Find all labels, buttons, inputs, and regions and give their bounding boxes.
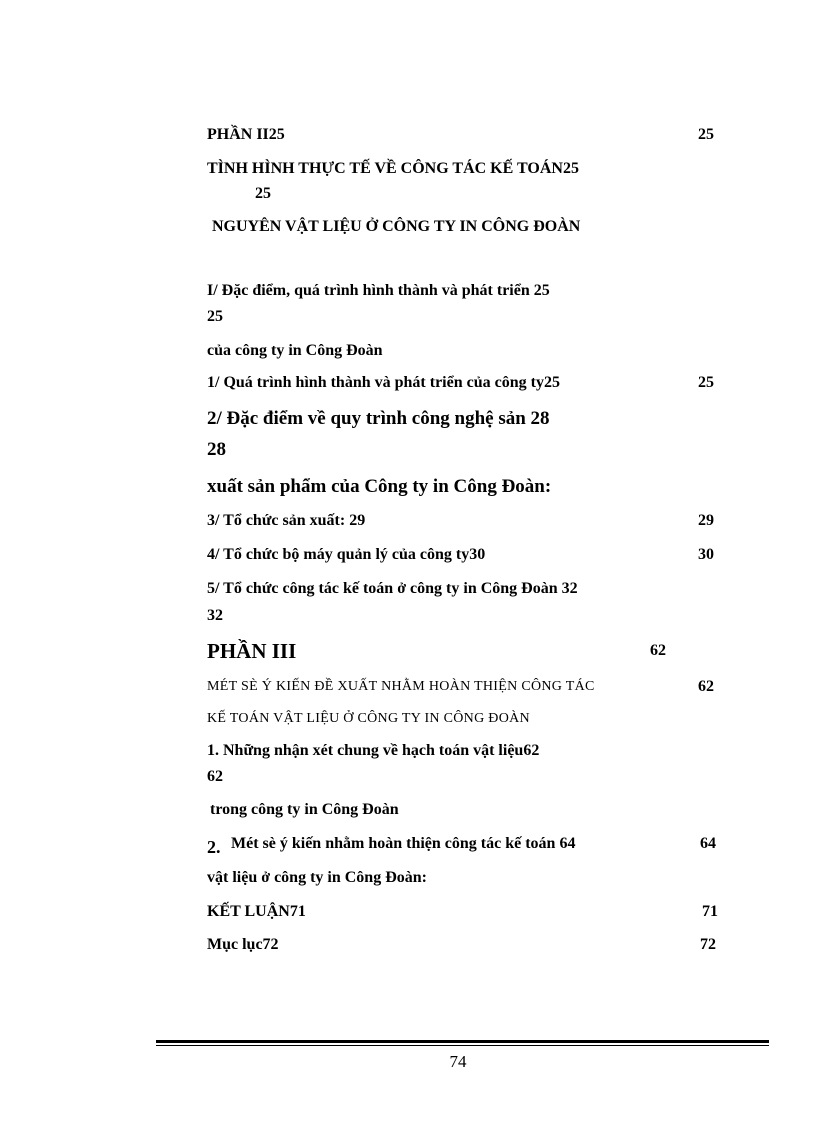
- toc-chapter3-line1: MÉT SÈ Ý KIẾN ĐỀ XUẤT NHẰM HOÀN THIỆN CÔNG TÁC: [207, 679, 595, 694]
- toc-sub3-title: 3/ Tổ chức sản xuất: 29: [207, 512, 366, 529]
- toc-p1-line1: 1. Những nhận xét chung về hạch toán vật liệu62: [207, 742, 540, 759]
- footer-page-number-wrap: [0, 1053, 816, 1070]
- toc-mucluc-title: Mục lục72: [207, 936, 279, 953]
- toc-chapter2-title-page: 25: [255, 185, 271, 202]
- toc-mucluc-page: 72: [700, 936, 716, 953]
- toc-sub3-page: 29: [698, 512, 714, 529]
- toc-sub4-title: 4/ Tổ chức bộ máy quản lý của công ty30: [207, 546, 486, 563]
- toc-p2-line1: Mét sè ý kiến nhằm hoàn thiện công tác kế toán 64: [231, 835, 576, 852]
- toc-sub2-page: 28: [207, 439, 226, 460]
- toc-sub1-title: 1/ Quá trình hình thành và phát triển của công ty25: [207, 374, 560, 391]
- footer-rule-thin: [156, 1045, 769, 1046]
- toc-ketluan-page: 71: [702, 903, 718, 920]
- footer-page-number: 74: [449, 1052, 467, 1071]
- toc-p1-line2: trong công ty in Công Đoàn: [210, 801, 399, 818]
- toc-sub5-page: 32: [207, 607, 223, 624]
- toc-p2-number: 2.: [207, 837, 221, 857]
- toc-ketluan-title: KẾT LUẬN71: [207, 903, 306, 920]
- toc-chapter3-line2: KẾ TOÁN VẬT LIỆU Ở CÔNG TY IN CÔNG ĐOÀN: [207, 711, 530, 726]
- toc-chapter2-title-line1: TÌNH HÌNH THỰC TẾ VỀ CÔNG TÁC KẾ TOÁN25: [207, 160, 579, 177]
- toc-sub2-line2: xuất sản phẩm của Công ty in Công Đoàn:: [207, 476, 552, 497]
- toc-chapter3-page: 62: [698, 678, 714, 695]
- toc-sec1-line1: I/ Đặc điểm, quá trình hình thành và phát triển 25: [207, 282, 550, 299]
- toc-phan2-page: 25: [698, 126, 714, 143]
- toc-p1-page: 62: [207, 768, 223, 785]
- toc-phan2-title: PHẦN II25: [207, 126, 285, 143]
- toc-sub4-page: 30: [698, 546, 714, 563]
- toc-sub2-line1: 2/ Đặc điểm về quy trình công nghệ sản 28: [207, 408, 550, 429]
- footer-rule-thick: [156, 1040, 769, 1043]
- toc-sec1-page: 25: [207, 308, 223, 325]
- toc-phan3-page: 62: [650, 642, 666, 659]
- toc-p2-line2: vật liệu ở công ty in Công Đoàn:: [207, 869, 427, 886]
- toc-sub1-page: 25: [698, 374, 714, 391]
- toc-phan3-title: PHẦN III: [207, 639, 297, 663]
- toc-chapter2-title-line2: NGUYÊN VẬT LIỆU Ở CÔNG TY IN CÔNG ĐOÀN: [212, 218, 581, 235]
- toc-p2-page: 64: [700, 835, 716, 852]
- toc-sub5-line1: 5/ Tổ chức công tác kế toán ở công ty in Công Đoàn 32: [207, 580, 578, 597]
- toc-sec1-line2: của công ty in Công Đoàn: [207, 342, 383, 359]
